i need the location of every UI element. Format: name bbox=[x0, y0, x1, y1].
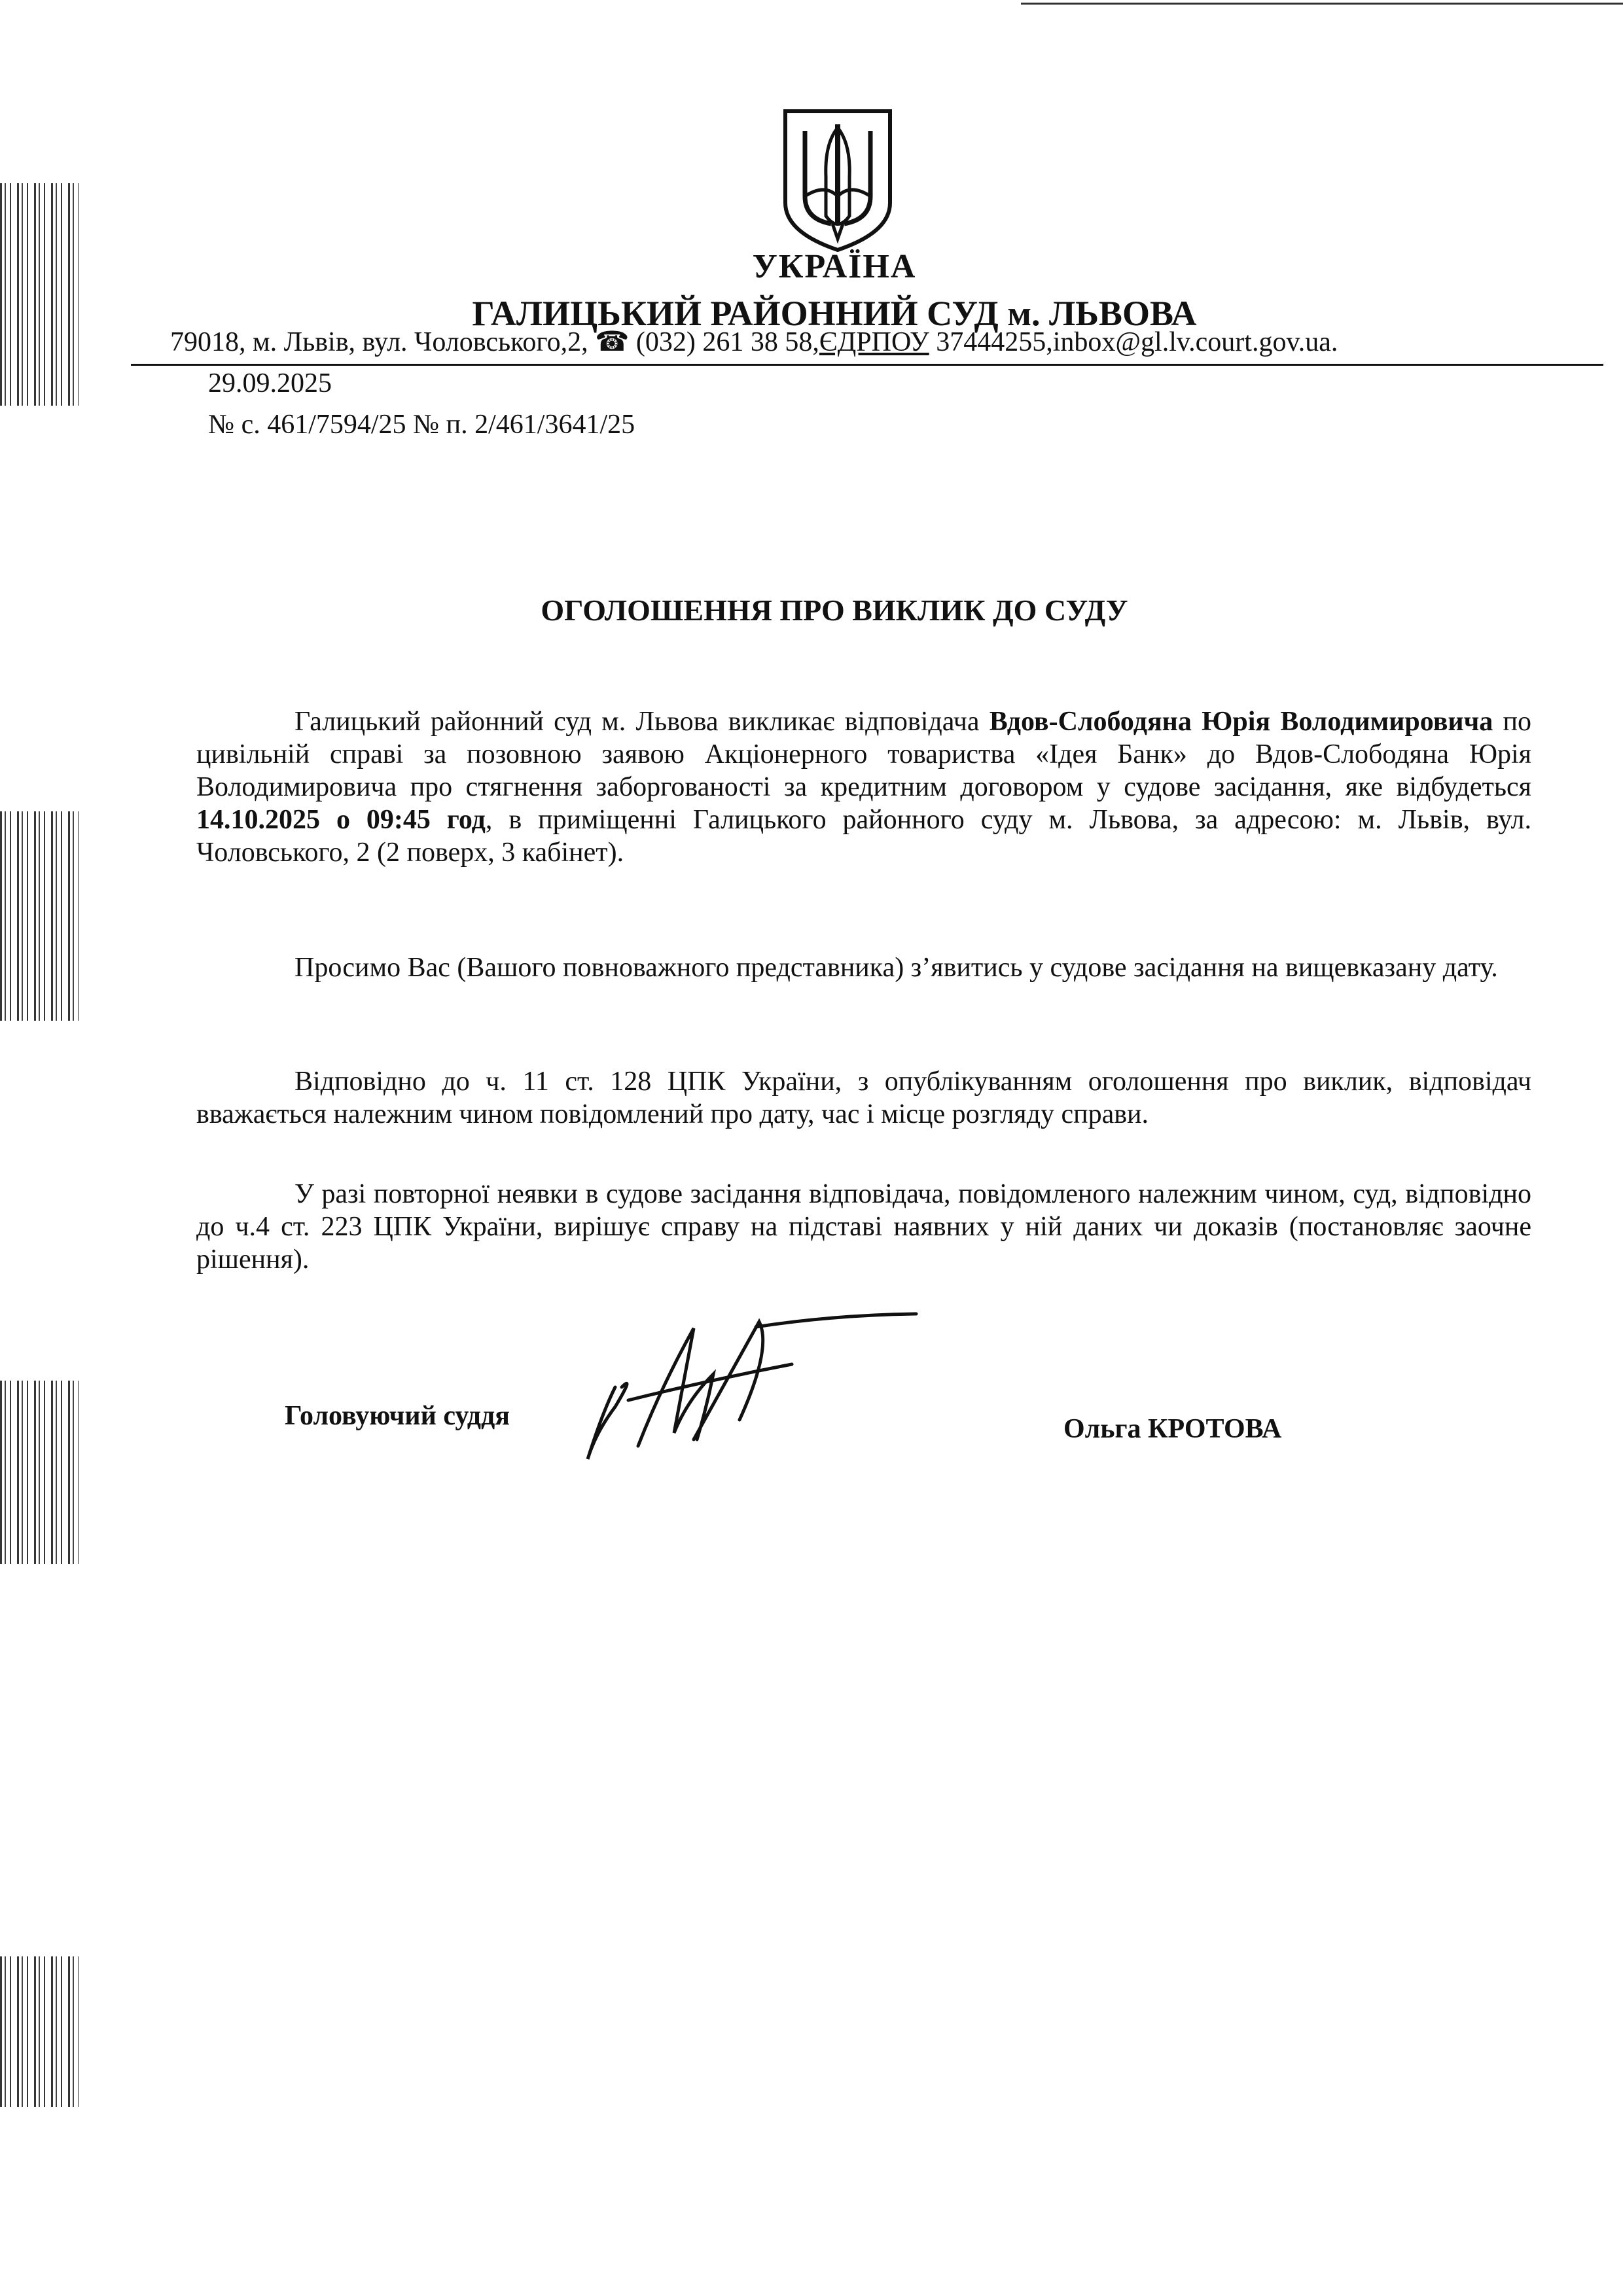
paragraph-summons-text-a: Галицький районний суд м. Львова викликає відповідача bbox=[294, 707, 990, 737]
court-phone: (032) 261 38 58, bbox=[635, 327, 819, 357]
handwritten-signature bbox=[576, 1302, 942, 1479]
document-date: 29.09.2025 bbox=[208, 368, 332, 398]
hearing-datetime: 14.10.2025 о 09:45 год bbox=[196, 805, 486, 835]
paragraph-default bbox=[196, 1178, 1531, 1276]
court-address: 79018, м. Львів, вул. Чоловського,2, bbox=[170, 327, 596, 357]
paragraph-summons-text-c: , в приміщенні Галицького районного суду м. Львова, за адресою: м. Львів, вул. Чоловського, 2 (2 поверх, 3 кабінет). bbox=[196, 805, 1531, 868]
paragraph-notice bbox=[196, 1065, 1531, 1131]
country-heading: УКРАЇНА bbox=[752, 248, 917, 285]
telephone-icon: ☎ bbox=[595, 327, 630, 357]
edrpou-label: ЄДРПОУ bbox=[819, 327, 929, 357]
scan-edge-artifact bbox=[0, 1956, 79, 2107]
paragraph-summons bbox=[196, 705, 1531, 869]
paragraph-request-text: Просимо Вас (Вашого повноважного представника) з’явитись у судове засідання на вищевказану дату. bbox=[294, 953, 1498, 983]
judge-name: Ольга КРОТОВА bbox=[1063, 1414, 1282, 1444]
paragraph-notice-text: Відповідно до ч. 11 ст. 128 ЦПК України, з опублікуванням оголошення про виклик, відповідач вважається належним чином повідомлений про дату, час і місце розгляду справи. bbox=[196, 1067, 1531, 1129]
document-title: ОГОЛОШЕННЯ ПРО ВИКЛИК ДО СУДУ bbox=[541, 593, 1128, 627]
scan-top-line-artifact bbox=[1021, 3, 1623, 5]
paragraph-default-text: У разі повторної неявки в судове засідання відповідача, повідомленого належним чином, суд, відповідно до ч.4 ст. 223 ЦПК України, вирішує справу на підставі наявних у ній даних чи доказів (постановляє заочне рішення). bbox=[196, 1179, 1531, 1275]
edrpou-and-email: 37444255,inbox@gl.lv.court.gov.ua. bbox=[929, 327, 1338, 357]
trident-emblem-icon bbox=[779, 105, 897, 255]
defendant-name: Вдов-Слободяна Юрія Володимировича bbox=[989, 707, 1493, 737]
court-name-heading: ГАЛИЦЬКИЙ РАЙОННИЙ СУД м. ЛЬВОВА bbox=[472, 294, 1197, 333]
court-contacts bbox=[170, 325, 1597, 358]
paragraph-summons-text-b: по цивільній справі за позовною заявою Акціонерного товариства «Ідея Банк» до Вдов-Слободяна Юрія Володимировича про стягнення заборгованості за кредитним договором у судове засідання, яке відбудеться bbox=[196, 707, 1531, 802]
paragraph-request bbox=[196, 951, 1531, 984]
judge-role-label: Головуючий суддя bbox=[285, 1401, 510, 1431]
scan-edge-artifact bbox=[0, 1381, 79, 1564]
header-divider bbox=[131, 364, 1603, 366]
scan-edge-artifact bbox=[0, 811, 79, 1021]
case-numbers: № с. 461/7594/25 № п. 2/461/3641/25 bbox=[208, 410, 635, 440]
